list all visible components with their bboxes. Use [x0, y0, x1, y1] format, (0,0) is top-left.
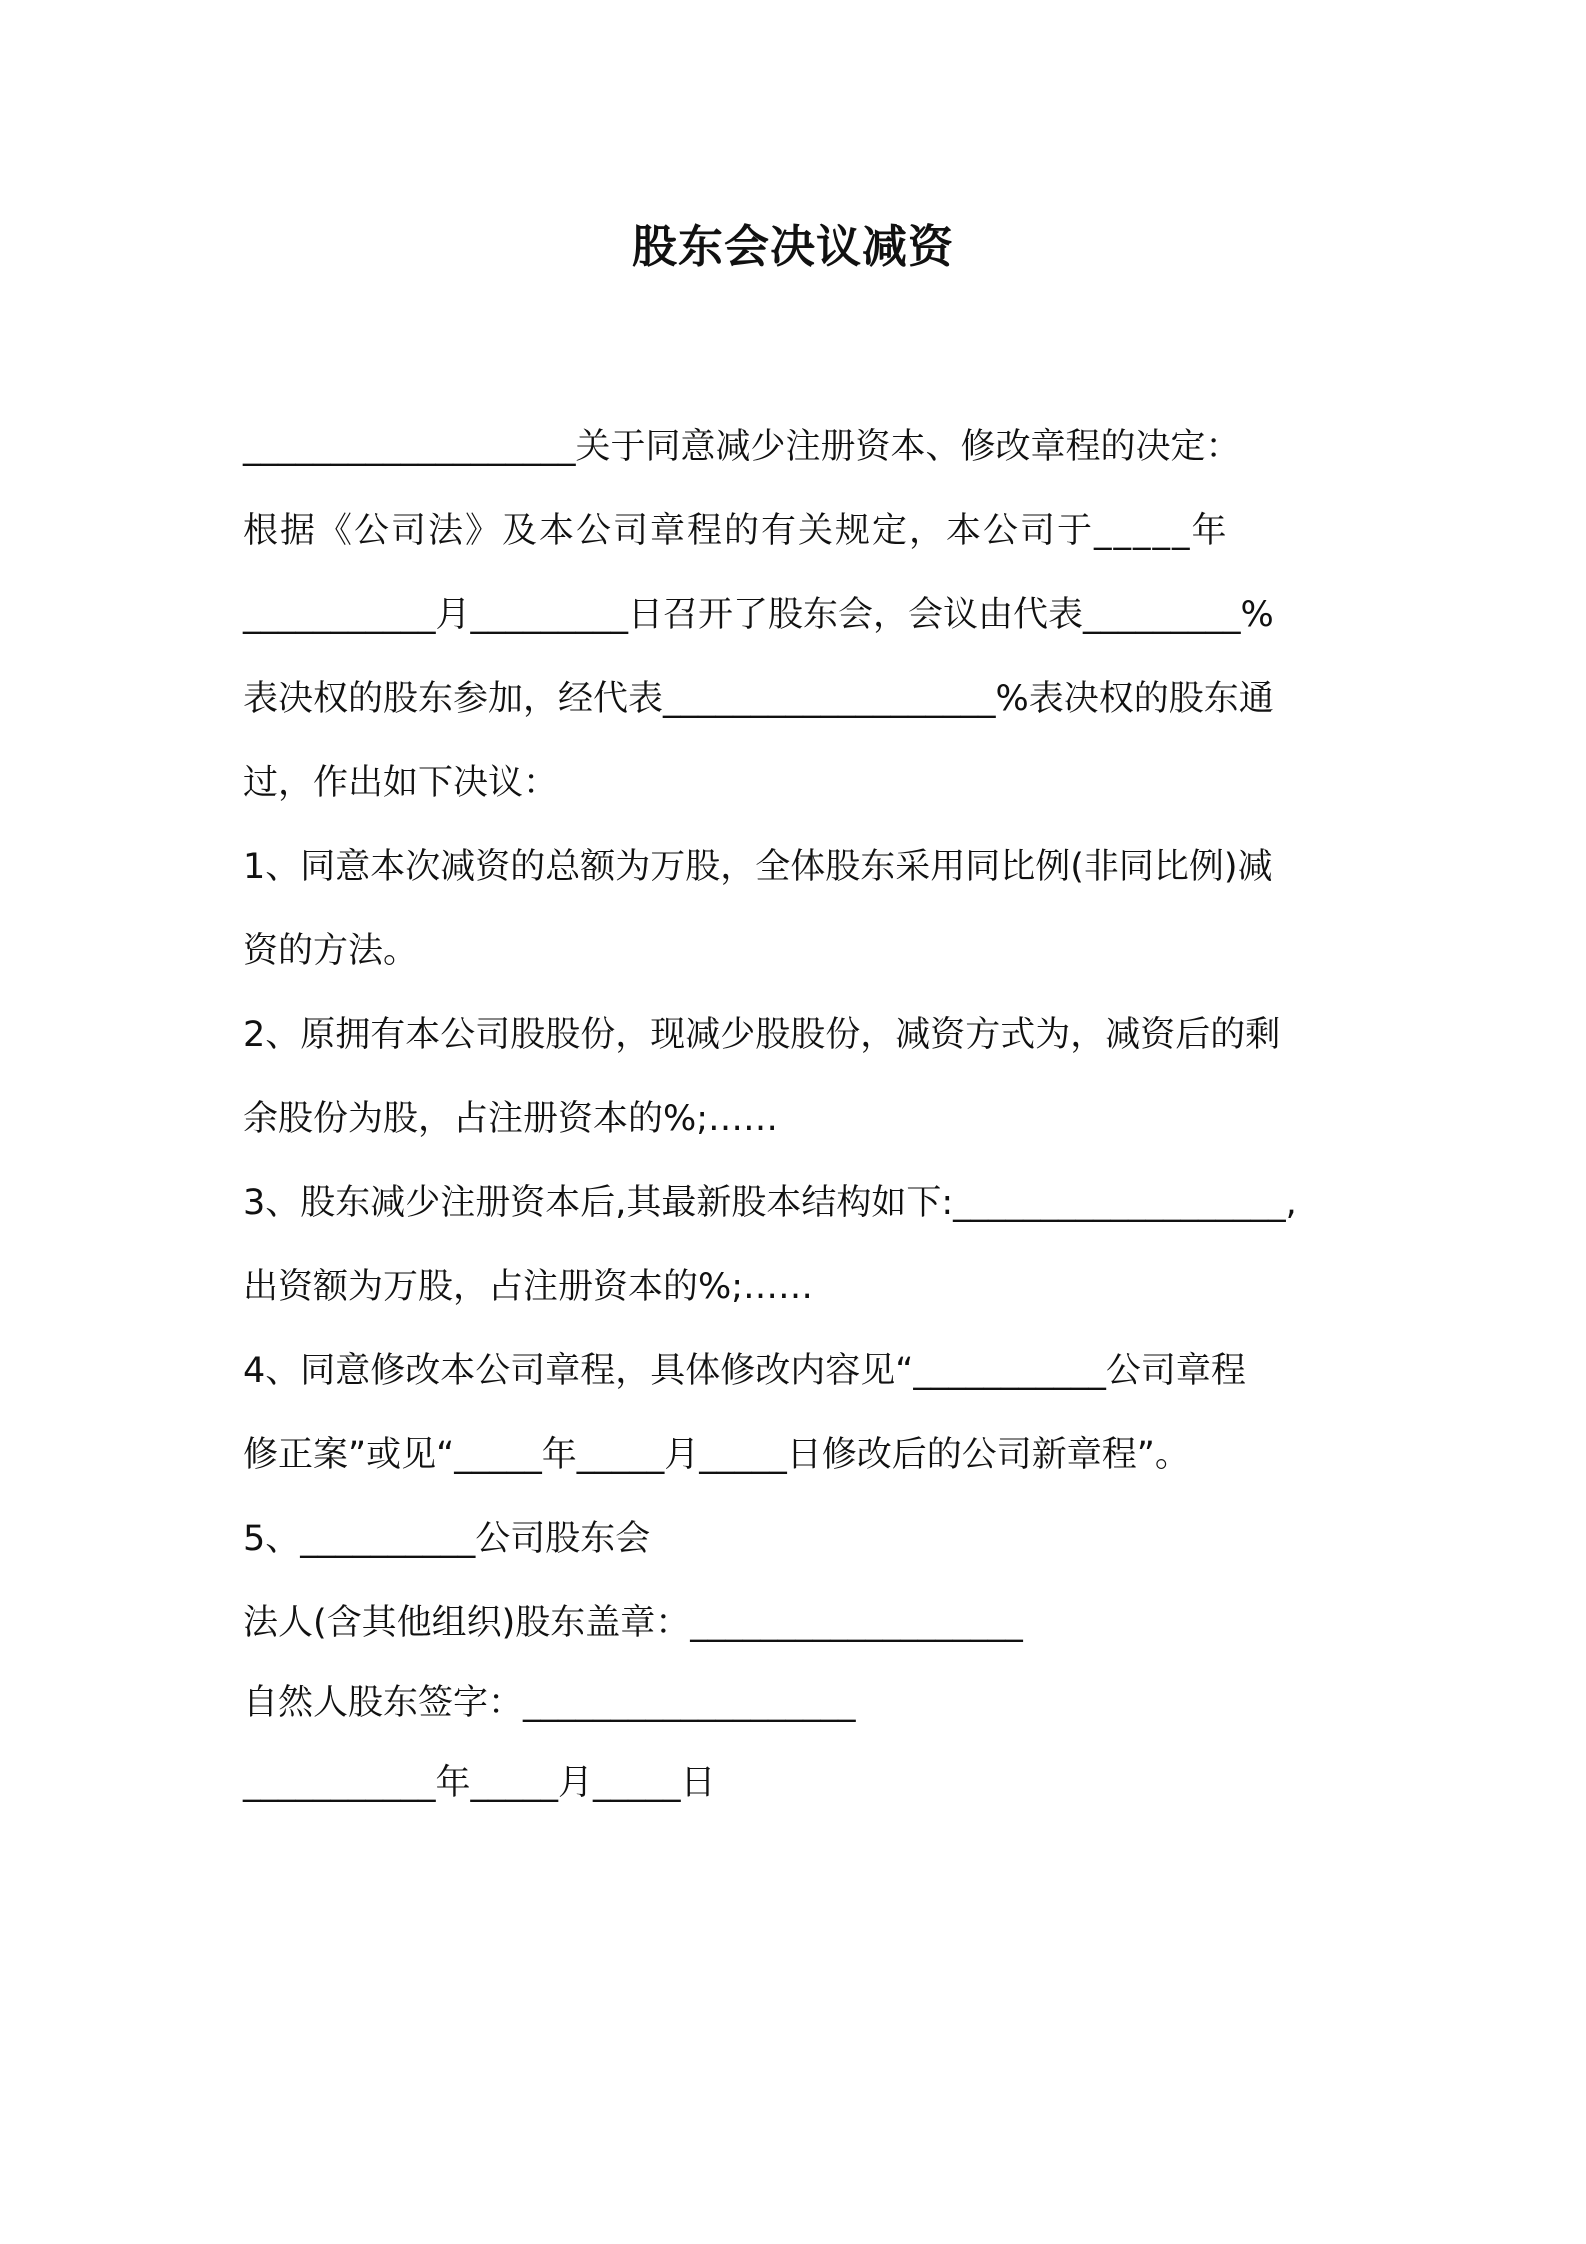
legal-person-seal-line: 法人(含其他组织)股东盖章：___________________	[243, 1603, 1023, 1643]
resolution-item-2-line: 余股份为股，占注册资本的%;……	[243, 1099, 779, 1139]
paragraph-line: 过，作出如下决议：	[243, 763, 559, 803]
resolution-item-5-line: 5、__________公司股东会	[243, 1519, 651, 1559]
paragraph-line: 表决权的股东参加，经代表___________________%表决权的股东通	[243, 679, 1274, 719]
resolution-item-2-line: 2、原拥有本公司股股份，现减少股股份，减资方式为，减资后的剩	[243, 1015, 1281, 1055]
date-line: ___________年_____月_____日	[243, 1763, 716, 1803]
resolution-heading-line: ___________________关于同意减少注册资本、修改章程的决定：	[243, 427, 1241, 467]
paragraph-line: ___________月_________日召开了股东会，会议由代表_________%	[243, 595, 1274, 635]
document-title: 股东会决议减资	[631, 220, 954, 273]
resolution-item-1-line: 1、同意本次减资的总额为万股，全体股东采用同比例(非同比例)减	[243, 847, 1273, 887]
resolution-item-1-line: 资的方法。	[243, 931, 419, 971]
natural-person-signature-line: 自然人股东签字：___________________	[243, 1683, 856, 1723]
document-body	[243, 405, 1363, 1821]
resolution-item-4-line: 4、同意修改本公司章程，具体修改内容见“___________公司章程	[243, 1351, 1246, 1391]
paragraph-line: 根据《公司法》及本公司章程的有关规定，本公司于_____年	[243, 511, 1229, 551]
resolution-item-4-line: 修正案”或见“_____年_____月_____日修改后的公司新章程”。	[243, 1435, 1190, 1475]
resolution-item-3-line: 3、股东减少注册资本后,其最新股本结构如下:___________________,	[243, 1183, 1297, 1223]
resolution-item-3-line: 出资额为万股，占注册资本的%;……	[243, 1267, 814, 1307]
